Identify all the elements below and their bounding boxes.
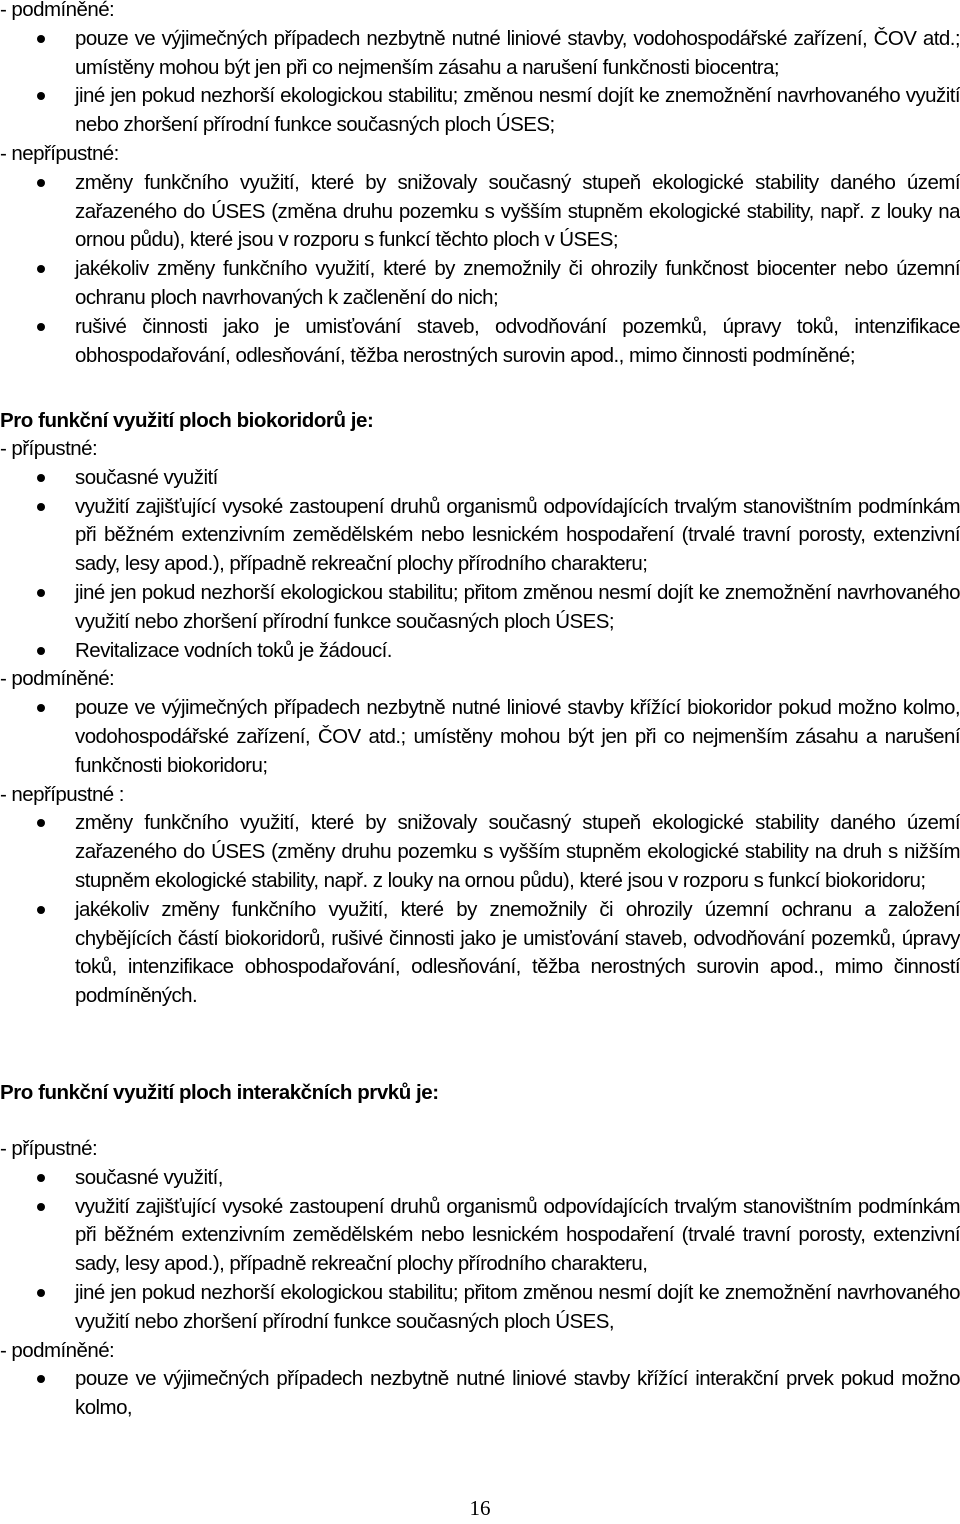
bullet-icon [37,35,45,43]
bullet-icon [37,179,45,187]
list-item [0,1365,960,1423]
podminene-label: - podmíněné: [0,1338,115,1362]
pripustne-list [0,1164,960,1337]
nepripustne-list [0,169,960,371]
bullet-icon [37,1289,45,1297]
section-heading-interakcni-prvky: Pro funkční využití ploch interakčních prvků je: [0,1081,439,1104]
page-number: 16 [469,1496,491,1520]
list-item [0,169,960,255]
list-item [0,464,960,493]
list-item [0,809,960,895]
list-item [0,313,960,371]
list-item-text: jakékoliv změny funkčního využití, které by znemožnily či ohrozily funkčnost biocenter nebo územní ochranu ploch navrhovaných k začlenění do nich; [75,257,960,309]
list-item [0,25,960,83]
pripustne-list [0,464,960,666]
podminene-list [0,25,960,140]
podminene-label: - podmíněné: [0,0,115,21]
podminene-label: - podmíněné: [0,667,115,691]
bullet-icon [37,1174,45,1182]
bullet-icon [37,819,45,827]
list-item [0,1193,960,1279]
list-item-text: jiné jen pokud nezhorší ekologickou stabilitu; přitom změnou nesmí dojít ke znemožnění navrhovaného využití nebo zhoršení přírodní funkce současných ploch ÚSES, [75,1280,960,1333]
list-item [0,896,960,1011]
list-item-text: pouze ve výjimečných případech nezbytně nutné liniové stavby křížící interakční prvek pokud možno kolmo, [75,1367,960,1420]
biocentra-conditions [0,0,960,370]
list-item [0,1164,960,1193]
interakcni-prvky-conditions [0,1135,960,1423]
biokoridory-conditions [0,435,960,1011]
bullet-icon [37,704,45,712]
bullet-icon [37,265,45,273]
bullet-icon [37,92,45,100]
podminene-list [0,694,960,780]
list-item [0,255,960,313]
list-item-text: jakékoliv změny funkčního využití, které by znemožnily či ohrozily územní ochranu a založení chybějících částí biokoridorů, rušivé činnosti jako je umisťování staveb, odvodňování pozemků, úpravy toků, intenzifikace obhospodařování, odlesňování, těžba nerostných surovin apod., mimo činností podmíněných. [75,897,960,1008]
bullet-icon [37,589,45,597]
podminene-list [0,1365,960,1423]
section-heading-biokoridory: Pro funkční využití ploch biokoridorů je: [0,409,374,432]
bullet-icon [37,474,45,482]
list-item-text: pouze ve výjimečných případech nezbytně nutné liniové stavby křížící biokoridor pokud možno kolmo, vodohospodářské zařízení, ČOV atd.; umístěny mohou být jen při co nejmenším zásahu a narušení funkčnosti biokoridoru; [75,696,960,777]
list-item-text: pouze ve výjimečných případech nezbytně nutné liniové stavby, vodohospodářské zařízení, ČOV atd.; umístěny mohou být jen při co nejmenším zásahu a narušení funkčnosti biocentra; [75,26,960,79]
bullet-icon [37,503,45,511]
bullet-icon [37,906,45,914]
list-item [0,1279,960,1337]
list-item-text: změny funkčního využití, které by snižovaly současný stupeň ekologické stability daného území zařazeného do ÚSES (změna druhu pozemku s vyšším stupněm ekologické stability, např. z louky na ornou půdu), které jsou v rozporu s funkcí těchto ploch v ÚSES; [75,170,960,252]
list-item-text: Revitalizace vodních toků je žádoucí. [75,638,392,662]
list-item [0,637,960,666]
list-item [0,82,960,140]
pripustne-label: - přípustné: [0,1137,98,1160]
list-item [0,694,960,780]
nepripustne-label: - nepřípustné: [0,141,119,165]
nepripustne-list [0,809,960,1011]
list-item [0,579,960,637]
list-item-text: současné využití [75,465,218,489]
nepripustne-label: - nepřípustné : [0,782,124,806]
bullet-icon [37,1375,45,1383]
list-item-text: současné využití, [75,1165,223,1189]
list-item-text: využití zajišťující vysoké zastoupení druhů organismů odpovídajících trvalým stanovištním podmínkám při běžném extenzivním zemědělském nebo lesnickém hospodaření (trvalé travní porosty, extenzivní sady, lesy apod.), případně rekreační plochy přírodního charakteru, [75,1194,960,1276]
list-item-text: využití zajišťující vysoké zastoupení druhů organismů odpovídajících trvalým stanovištním podmínkám při běžném extenzivním zemědělském nebo lesnickém hospodaření (trvalé travní porosty, extenzivní sady, lesy apod.), případně rekreační plochy přírodního charakteru; [75,494,960,576]
pripustne-label: - přípustné: [0,437,98,460]
bullet-icon [37,1203,45,1211]
list-item-text: jiné jen pokud nezhorší ekologickou stabilitu; změnou nesmí dojít ke znemožnění navrhovaného využití nebo zhoršení přírodní funkce současných ploch ÚSES; [75,84,960,137]
list-item [0,493,960,579]
bullet-icon [37,647,45,655]
list-item-text: změny funkčního využití, které by snižovaly současný stupeň ekologické stability daného území zařazeného do ÚSES (změny druhu pozemku s vyšším stupněm ekologické stability na druh s nižším stupněm ekologické stability, např. z louky na ornou půdu), které jsou v rozporu s funkcí biokoridoru; [75,811,960,892]
list-item-text: jiné jen pokud nezhorší ekologickou stabilitu; přitom změnou nesmí dojít ke znemožnění navrhovaného využití nebo zhoršení přírodní funkce současných ploch ÚSES; [75,580,960,633]
list-item-text: rušivé činnosti jako je umisťování staveb, odvodňování pozemků, úpravy toků, intenzifikace obhospodařování, odlesňování, těžba nerostných surovin apod., mimo činnosti podmíněné; [75,314,960,367]
bullet-icon [37,323,45,331]
